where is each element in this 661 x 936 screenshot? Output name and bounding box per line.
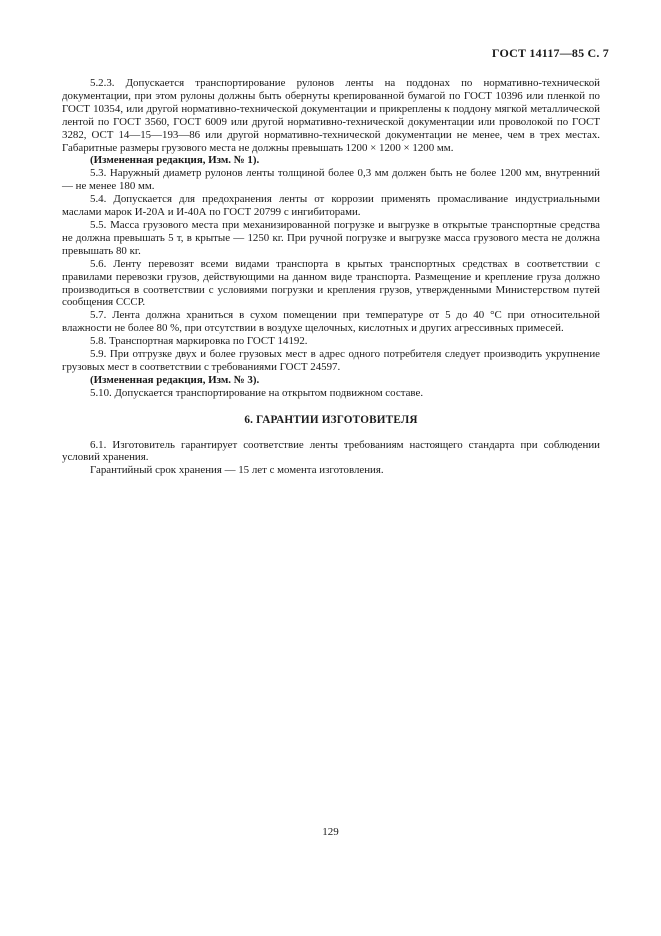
amendment-note-3: (Измененная редакция, Изм. № 3).	[90, 373, 260, 386]
clause-5-5: 5.5. Масса грузового места при механизированной погрузке и выгрузке в открытые транспортные средства не должна превышать 5 т, в крытые — 1250 кг. При ручной погрузке и выгрузке масса грузового места не должна превышать 80 кг.	[62, 218, 600, 257]
clause-5-9: 5.9. При отгрузке двух и более грузовых мест в адрес одного потребителя следует производить укрупнение грузовых мест в соответствии с требованиями ГОСТ 24597.	[62, 348, 600, 373]
warranty-period: Гарантийный срок хранения — 15 лет с момента изготовления.	[90, 464, 384, 477]
running-header: ГОСТ 14117—85 С. 7	[491, 46, 609, 60]
clause-6-1: 6.1. Изготовитель гарантирует соответствие ленты требованиям настоящего стандарта при соблюдении условий хранения.	[62, 438, 600, 464]
amendment-note-1: (Измененная редакция, Изм. № 1).	[90, 154, 260, 167]
document-body	[62, 77, 600, 477]
clause-5-7: 5.7. Лента должна храниться в сухом помещении при температуре от 5 до 40 °С при относительной влажности не более 80 %, при отсутствии в воздухе щелочных, кислотных и других агрессивных примесей.	[62, 309, 600, 335]
clause-5-8: 5.8. Транспортная маркировка по ГОСТ 14192.	[90, 335, 308, 348]
clause-5-3: 5.3. Наружный диаметр рулонов ленты толщиной более 0,3 мм должен быть не более 1200 мм, внутренний — не менее 180 мм.	[62, 167, 600, 193]
clause-5-2-3: 5.2.3. Допускается транспортирование рулонов ленты на поддонах по нормативно-технической документации, при этом рулоны должны быть обернуты крепированной бумагой по ГОСТ 10396 или пленкой по ГОСТ 10354, или другой нормативно-технической документации и прикреплены к поддону мягкой металлической лентой по ГОСТ 3560, ГОСТ 6009 или другой нормативно-технической документации или проволокой по ГОСТ 3282, ОСТ 14—15—193—86 или другой нормативно-технической документации не менее, чем в трех местах. Габаритные размеры грузового места не должны превышать 1200 × 1200 × 1200 мм.	[62, 77, 600, 154]
page-number: 129	[322, 826, 339, 838]
section-6-title: 6. ГАРАНТИИ ИЗГОТОВИТЕЛЯ	[244, 413, 418, 426]
clause-5-6: 5.6. Ленту перевозят всеми видами транспорта в крытых транспортных средствах в соответствии с правилами перевозки грузов, действующими на данном виде транспорта. Размещение и крепление груза должно производиться в соответствии с условиями погрузки и крепления грузов, утвержденными Министерством путей сообщения СССР.	[62, 257, 600, 309]
clause-5-4: 5.4. Допускается для предохранения ленты от коррозии применять промасливание индустриальными маслами марок И-20А и И-40А по ГОСТ 20799 с ингибиторами.	[62, 193, 600, 219]
clause-5-10: 5.10. Допускается транспортирование на открытом подвижном составе.	[90, 386, 424, 399]
